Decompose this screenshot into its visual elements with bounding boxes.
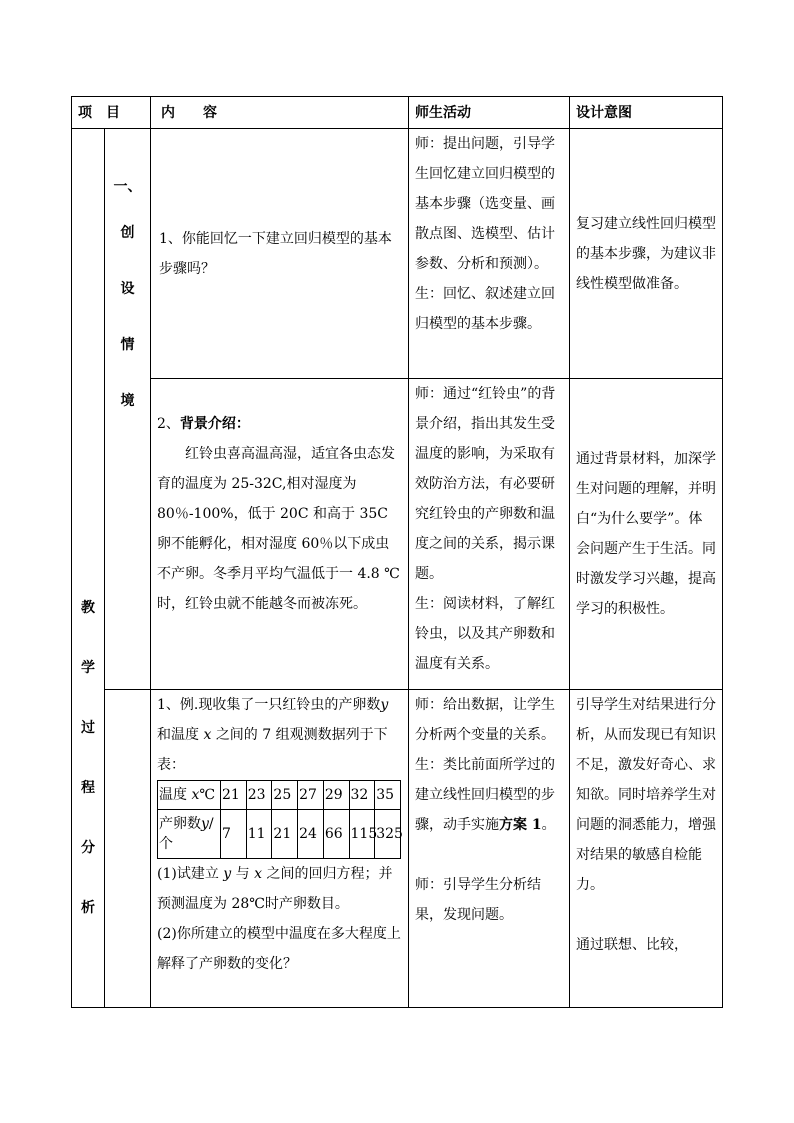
question-1: (1)试建立 y 与 x 之间的回归方程；并预测温度为 28℃时产卵数目。 xyxy=(157,866,393,912)
temp-cell: 35 xyxy=(375,781,401,810)
header-design: 设计意图 xyxy=(570,97,723,129)
eggs-cell: 24 xyxy=(298,810,324,859)
row3-design: 引导学生对结果进行分析，从而发现已有知识不足，激发好奇心、求知欲。同时培养学生对问题的洞悉能力，增强对结果的敏感自检能力。 通过联想、比较， xyxy=(570,690,723,1008)
eggs-cell: 115 xyxy=(349,810,375,859)
header-content: 内 容 xyxy=(151,97,409,129)
temp-cell: 23 xyxy=(246,781,272,810)
row3-activity: 师：给出数据，让学生分析两个变量的关系。 生：类比前面所学过的建立线性回归模型的步骤，动手实施方案 1。 师：引导学生分析结果，发现问题。 xyxy=(409,690,570,1008)
eggs-row xyxy=(158,810,401,859)
temp-cell: 25 xyxy=(272,781,298,810)
example-intro: 1、例.现收集了一只红铃虫的产卵数y和温度 x 之间的 7 组观测数据列于下表： xyxy=(157,697,389,773)
lesson-plan-table xyxy=(71,96,723,1008)
header-row xyxy=(72,97,723,129)
row1-content: 1、你能回忆一下建立回归模型的基本步骤吗？ xyxy=(151,129,409,379)
background-title: 2、背景介绍： xyxy=(157,416,250,432)
eggs-cell: 11 xyxy=(246,810,272,859)
background-text: 红铃虫喜高温高湿，适宜各虫态发育的温度为 25-32C,相对湿度为 80％-100%，低于 20C 和高于 35C 卵不能孵化，相对湿度 60％以下成虫不产卵。冬季月平均气温低于一 4.8 ℃时，红铃虫就不能越冬而被冻死。 xyxy=(157,446,400,612)
eggs-cell: 21 xyxy=(272,810,298,859)
eggs-cell: 7 xyxy=(221,810,247,859)
eggs-cell: 325 xyxy=(375,810,401,859)
stage-label-cell xyxy=(72,129,105,1008)
temp-cell: 21 xyxy=(221,781,247,810)
temp-cell: 32 xyxy=(349,781,375,810)
row2-activity: 师：通过“红铃虫”的背景介绍，指出其发生受温度的影响，为采取有效防治方法，有必要研究红铃虫的产卵数和温度之间的关系，揭示课题。 生：阅读材料，了解红铃虫，以及其产卵数和温度有关系。 xyxy=(409,379,570,690)
header-item: 项 目 xyxy=(72,97,151,129)
row1-design: 复习建立线性回归模型的基本步骤，为建议非线性模型做准备。 xyxy=(570,129,723,379)
row1-activity: 师：提出问题，引导学生回忆建立回归模型的基本步骤（选变量、画散点图、选模型、估计参数、分析和预测）。 生：回忆、叙述建立回归模型的基本步骤。 xyxy=(409,129,570,379)
row2-design: 通过背景材料，加深学生对问题的理解，并明白“为什么要学”。体会问题产生于生活。同时激发学习兴趣，提高学习的积极性。 xyxy=(570,379,723,690)
row3-content xyxy=(151,690,409,1008)
eggs-label: 产卵数y/个 xyxy=(158,810,221,859)
row-example xyxy=(72,690,723,1008)
row-background xyxy=(72,379,723,690)
substage-label-cell xyxy=(105,129,151,690)
temp-cell: 27 xyxy=(298,781,324,810)
eggs-cell: 66 xyxy=(323,810,349,859)
substage-label-create-situation: 一、 创 设 情 境 xyxy=(113,179,142,409)
row-recall xyxy=(72,129,723,379)
question-2: (2)你所建立的模型中温度在多大程度上解释了产卵数的变化？ xyxy=(157,926,401,972)
temp-cell: 29 xyxy=(323,781,349,810)
temperature-row xyxy=(158,781,401,810)
row3-substage-empty xyxy=(105,690,151,1008)
observation-table xyxy=(157,780,401,859)
row2-content xyxy=(151,379,409,690)
stage-label-teaching-process: 教 学 过 程 分 析 xyxy=(81,600,95,916)
temperature-label: 温度 x℃ xyxy=(158,781,221,810)
header-activity: 师生活动 xyxy=(409,97,570,129)
